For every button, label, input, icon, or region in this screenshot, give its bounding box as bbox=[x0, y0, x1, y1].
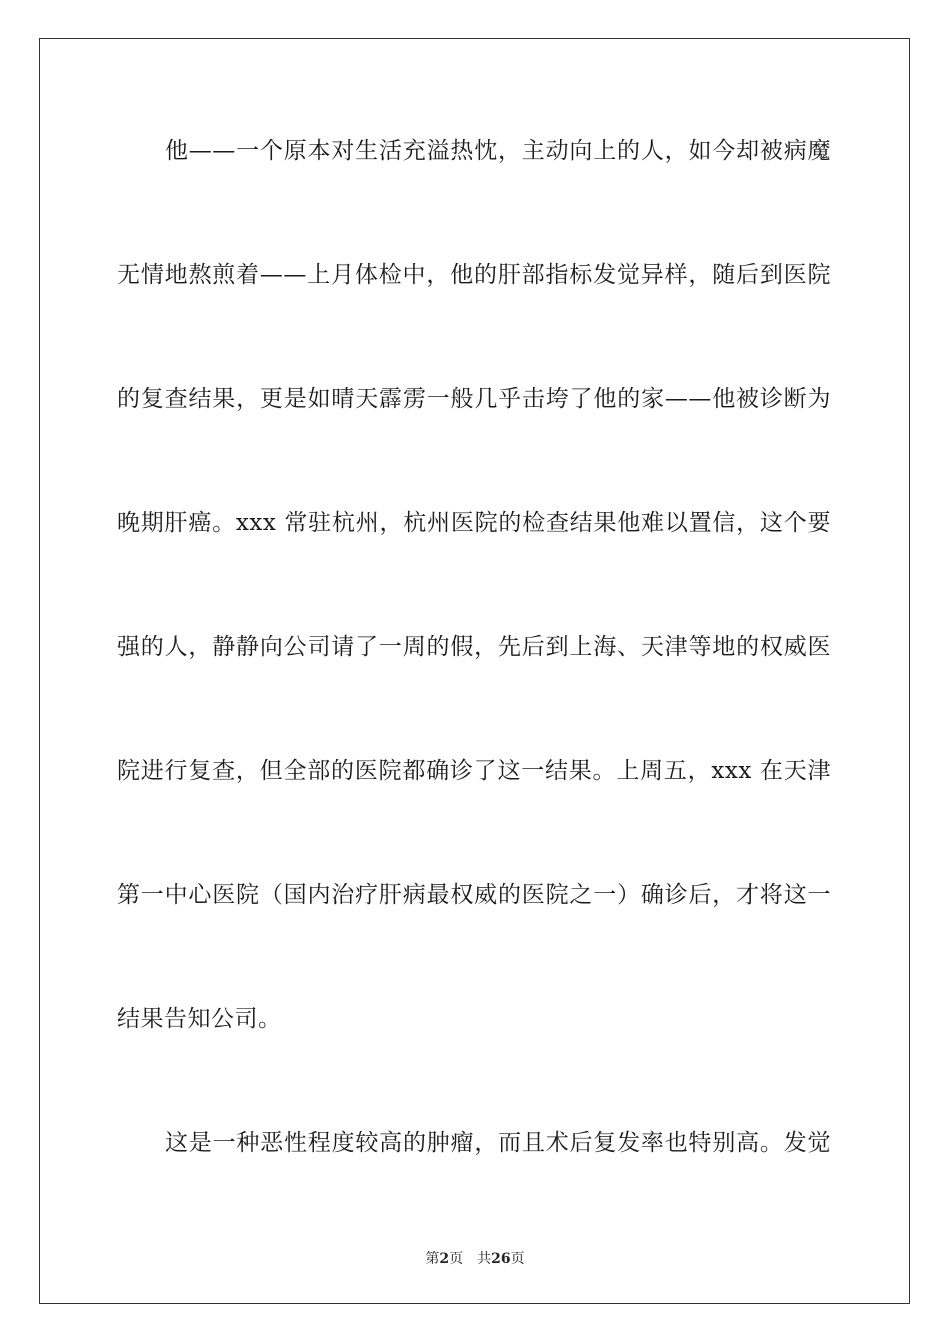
total-page-number: 26 bbox=[491, 1251, 511, 1267]
paragraph-1-line-7: 第一中心医院（国内治疗肝病最权威的医院之一）确诊后，才将这一 bbox=[117, 882, 831, 908]
paragraph-2-line-1: 这是一种恶性程度较高的肿瘤，而且术后复发率也特别高。发觉 bbox=[165, 1130, 831, 1156]
paragraph-1-line-1: 他——一个原本对生活充溢热忱，主动向上的人，如今却被病魔 bbox=[165, 138, 831, 164]
page-border bbox=[39, 38, 910, 1304]
paragraph-1-line-4: 晚期肝癌。xxx 常驻杭州，杭州医院的检查结果他难以置信，这个要 bbox=[117, 510, 831, 536]
current-page-number: 2 bbox=[439, 1251, 450, 1267]
total-suffix: 页 bbox=[510, 1251, 525, 1267]
total-prefix: 共 bbox=[477, 1251, 492, 1267]
page-prefix: 第 bbox=[425, 1251, 440, 1267]
page-footer bbox=[0, 1250, 950, 1268]
paragraph-1-line-3: 的复查结果，更是如晴天霹雳一般几乎击垮了他的家——他被诊断为 bbox=[117, 386, 831, 412]
paragraph-1-line-2: 无情地熬煎着——上月体检中，他的肝部指标发觉异样，随后到医院 bbox=[117, 262, 831, 288]
page-suffix: 页 bbox=[449, 1251, 464, 1267]
paragraph-1-line-5: 强的人，静静向公司请了一周的假，先后到上海、天津等地的权威医 bbox=[117, 634, 831, 660]
paragraph-1-line-8: 结果告知公司。 bbox=[117, 1006, 282, 1032]
paragraph-1-line-6: 院进行复查，但全部的医院都确诊了这一结果。上周五，xxx 在天津 bbox=[117, 758, 831, 784]
